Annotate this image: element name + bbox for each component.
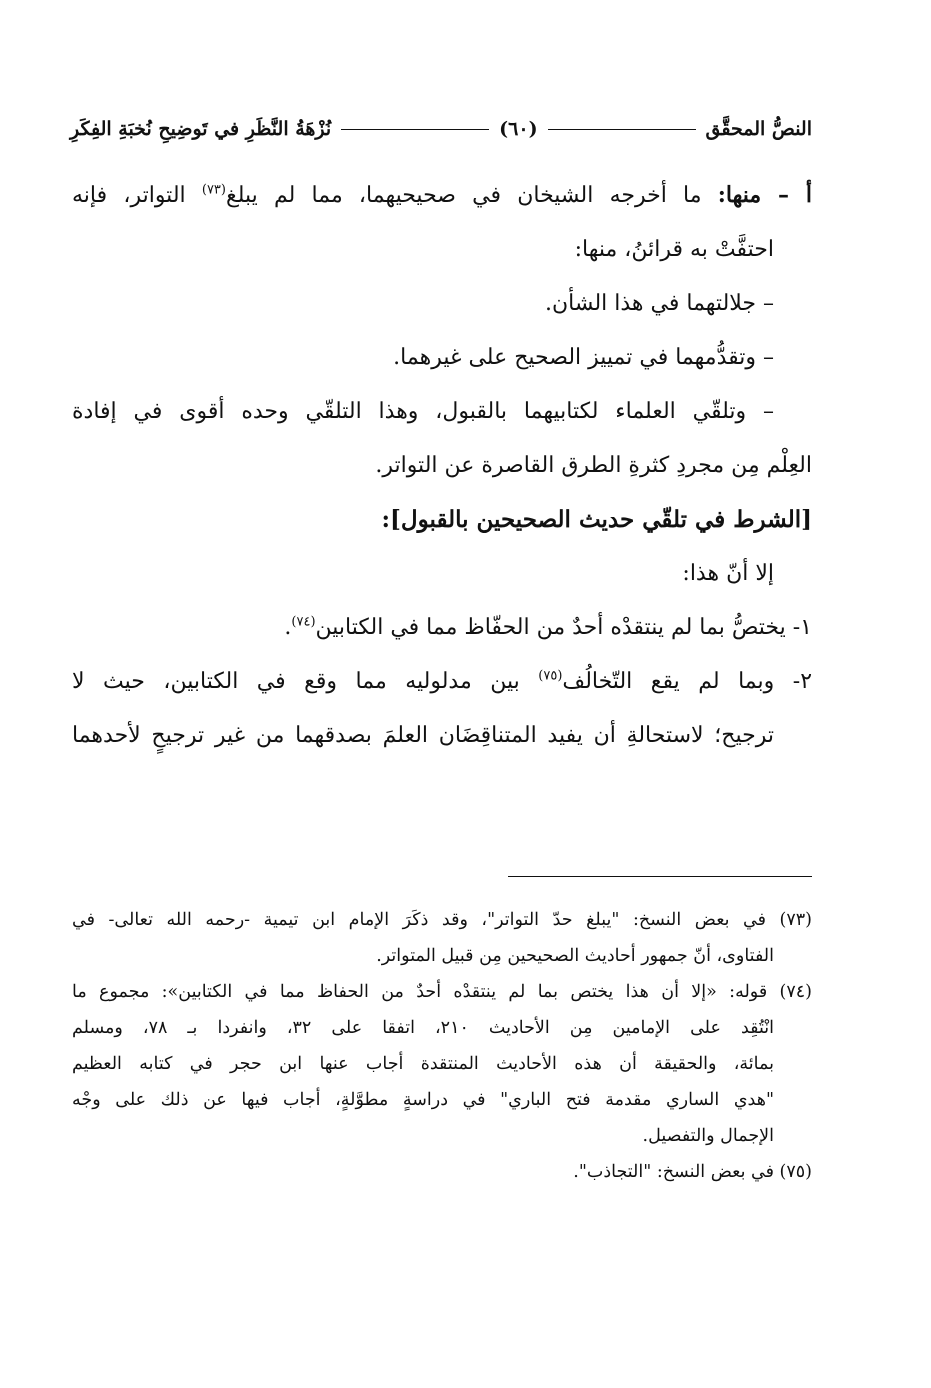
text-line-3: – جلالتهما في هذا الشأن.	[544, 291, 774, 316]
text-line-7: إلا أنّ هذا:	[682, 561, 774, 586]
footnote-73-line-1: (٧٣) في بعض النسخ: "يبلغ حدّ التواتر"، وقد ذكَرَ الإمام ابن تيمية -رحمه الله تعالى- في	[72, 910, 812, 930]
text-line-8	[72, 601, 812, 655]
item-label: أ – منها:	[717, 182, 813, 208]
text-segment: .	[284, 615, 292, 640]
text-segment: التواتر، فإنه	[72, 183, 186, 208]
header-book-title: نُزْهَةُ النَّظَرِ في تَوضِيحِ نُخبَةِ الفِكَرِ	[69, 118, 332, 140]
footnote-ref-73: (٧٣)	[201, 182, 226, 198]
text-segment: بين مدلوليه مما وقع في الكتابين، حيث لا	[72, 669, 520, 694]
text-line-4: – وتقدُّمهما في تمييز الصحيح على غيرهما.	[393, 345, 774, 370]
footnote-74-line-5: الإجمال والتفصيل.	[642, 1126, 774, 1146]
text-segment: ٢- وبما لم يقع التّخالُف	[562, 669, 813, 694]
footnote-74-line-1: (٧٤) قوله: «إلا أن هذا يختص بما لم ينتقدْه أحدٌ من الحفاظ مما في الكتابين»: مجموع ما	[72, 982, 812, 1002]
footnote-separator	[508, 876, 812, 877]
header-section-title: النصُّ المحقَّق	[705, 118, 812, 140]
footnote-74-line-3: بمائة، والحقيقة أن هذه الأحاديث المنتقدة أجاب عنها ابن حجر في كتابه العظيم	[72, 1054, 774, 1074]
footnote-ref-75: (٧٥)	[538, 668, 563, 684]
text-line-2: احتفَّتْ به قرائنُ، منها:	[574, 237, 774, 262]
text-segment: ما أخرجه الشيخان في صحيحيهما، مما لم يبلغ	[226, 183, 702, 208]
footnote-74-line-4: "هدي الساري مقدمة فتح الباري" في دراسةٍ مطوَّلةٍ، أجاب فيها عن ذلك على وجْه	[72, 1090, 774, 1110]
main-text	[72, 168, 812, 763]
header-rule-right	[548, 129, 696, 130]
footnote-75-line-1: (٧٥) في بعض النسخ: "التجاذب".	[573, 1162, 812, 1182]
text-line-10: ترجيح؛ لاستحالةِ أن يفيد المتناقِضَان العلمَ بصدقهما من غير ترجيحٍ لأحدهما	[72, 723, 774, 748]
footnote-73-line-2: الفتاوى، أنّ جمهور أحاديث الصحيحين مِن قبيل المتواتر.	[376, 946, 774, 966]
text-line-6: العِلْم مِن مجردِ كثرةِ الطرق القاصرة عن التواتر.	[375, 453, 812, 478]
footnote-74-line-2: انْتُقِد على الإمامين مِن الأحاديث ٢١٠، اتفقا على ٣٢، وانفردا بـ ٧٨، ومسلم	[72, 1018, 774, 1038]
section-heading: [الشرط في تلقّي حديث الصحيحين بالقبول]:	[381, 506, 812, 533]
text-line-9	[72, 655, 812, 709]
page-number: (٦٠)	[499, 118, 538, 140]
running-header	[70, 112, 812, 146]
footnote-ref-74: (٧٤)	[291, 614, 316, 630]
text-line-1	[72, 168, 812, 223]
text-line-5: – وتلقّي العلماء لكتابيهما بالقبول، وهذا التلقّي وحده أقوى في إفادة	[72, 399, 775, 424]
text-segment: ١- يختصُّ بما لم ينتقدْه أحدٌ من الحفّاظ مما في الكتابين	[315, 615, 812, 640]
footnotes	[72, 902, 812, 1190]
header-rule-left	[341, 129, 489, 130]
